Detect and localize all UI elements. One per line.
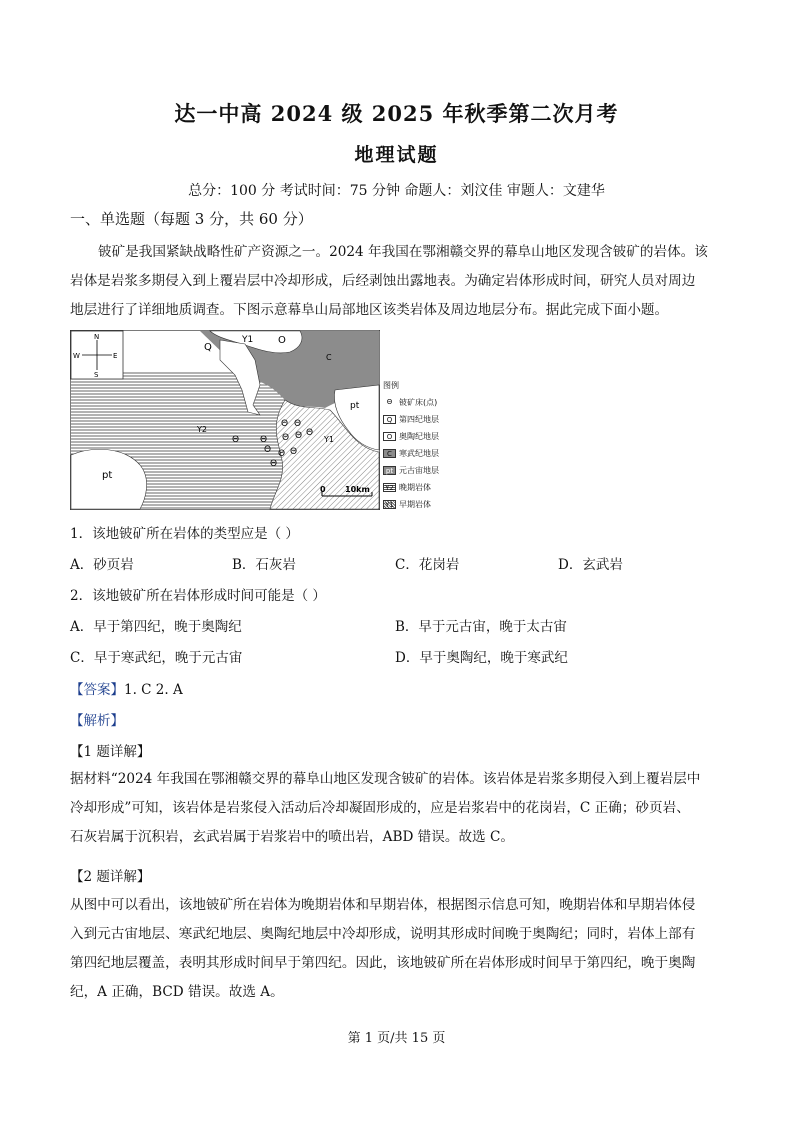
legend-label: 铍矿床(点) xyxy=(399,398,438,407)
q1-option-a[interactable]: A．砂页岩 xyxy=(70,557,134,573)
intro-line: 岩体是岩浆多期侵入到上覆岩层中冷却形成，后经剥蚀出露地表。为确定岩体形成时间，研究人员对周边 xyxy=(70,273,696,289)
exam-subtitle: 地理试题 xyxy=(354,144,439,166)
legend-label: 早期岩体 xyxy=(399,500,431,509)
mine-point: Θ xyxy=(281,419,289,429)
map-legend xyxy=(383,380,463,513)
label-pt-right: pt xyxy=(350,401,360,411)
legend-swatch: Y1 xyxy=(383,500,396,509)
legend-item xyxy=(383,445,463,462)
legend-label: 寒武纪地层 xyxy=(399,449,439,458)
legend-item xyxy=(383,411,463,428)
legend-label: 元古宙地层 xyxy=(399,466,439,475)
analysis-tag: 【解析】 xyxy=(70,713,124,729)
legend-label: 晚期岩体 xyxy=(399,483,431,492)
mine-point: Θ xyxy=(306,428,314,438)
exam-title: 达一中高 2024 级 2025 年秋季第二次月考 xyxy=(174,101,619,126)
detail-2-tag: 【2 题详解】 xyxy=(70,869,151,885)
legend-item xyxy=(383,496,463,513)
mine-point: Θ xyxy=(294,419,302,429)
mine-point: Θ xyxy=(278,449,286,459)
intro-line: 地层进行了详细地质调查。下图示意幕阜山局部地区该类岩体及周边地层分布。据此完成下面小题。 xyxy=(70,302,669,318)
detail-line: 据材料“2024 年我国在鄂湘赣交界的幕阜山地区发现含铍矿的岩体。该岩体是岩浆多期侵入到上覆岩层中 xyxy=(70,771,701,787)
answer-text: 1. C 2. A xyxy=(124,682,183,698)
legend-label: 奥陶纪地层 xyxy=(399,432,439,441)
answer-tag: 【答案】 xyxy=(70,682,124,698)
legend-swatch: C xyxy=(383,449,396,458)
legend-label: 第四纪地层 xyxy=(399,415,439,424)
compass-s: S xyxy=(94,371,99,379)
detail-1-body xyxy=(70,765,722,852)
mine-point: Θ xyxy=(290,447,298,457)
page-footer: 第 1 页/共 15 页 xyxy=(347,1031,446,1046)
mine-point: Θ xyxy=(264,445,272,455)
mine-point: Θ xyxy=(282,433,290,443)
legend-swatch: O xyxy=(383,432,396,441)
legend-item xyxy=(383,462,463,479)
label-y2: Y2 xyxy=(197,425,207,434)
section-heading: 一、单选题（每题 3 分，共 60 分） xyxy=(70,210,313,228)
label-pt-left: pt xyxy=(102,470,113,481)
q2-option-a[interactable]: A．早于第四纪，晚于奥陶纪 xyxy=(70,619,242,635)
legend-swatch: Q xyxy=(383,415,396,424)
legend-swatch: pt xyxy=(383,466,396,475)
detail-line: 第四纪地层覆盖，表明其形成时间早于第四纪。因此，该地铍矿所在岩体形成时间早于第四纪，晚于奥陶 xyxy=(70,955,696,971)
answer-line xyxy=(70,678,183,698)
compass-e: E xyxy=(113,352,118,360)
intro-paragraph xyxy=(70,238,722,325)
detail-line: 纪，A 正确，BCD 错误。故选 A。 xyxy=(70,984,284,1000)
mine-point: Θ xyxy=(295,431,303,441)
q2-option-c[interactable]: C．早于寒武纪，晚于元古宙 xyxy=(70,650,243,666)
compass-n: N xyxy=(94,333,100,341)
compass-w: W xyxy=(73,352,80,360)
detail-2-body xyxy=(70,891,722,1007)
intro-line: 铍矿是我国紧缺战略性矿产资源之一。2024 年我国在鄂湘赣交界的幕阜山地区发现含铍矿的岩体。该 xyxy=(98,244,708,260)
q1-option-c[interactable]: C．花岗岩 xyxy=(395,557,460,573)
legend-item xyxy=(383,428,463,445)
mine-point: Θ xyxy=(232,435,240,445)
detail-line: 冷却形成”可知，该岩体是岩浆侵入活动后冷却凝固形成的，应是岩浆岩中的花岗岩，C 正确；砂页岩、 xyxy=(70,800,690,816)
mine-point: Θ xyxy=(270,459,278,469)
label-o: O xyxy=(278,335,286,346)
q2-option-b[interactable]: B．早于元古宙，晚于太古宙 xyxy=(395,619,567,635)
q2-option-d[interactable]: D．早于奥陶纪，晚于寒武纪 xyxy=(395,650,568,666)
label-q: Q xyxy=(204,342,212,353)
exam-meta: 总分：100 分 考试时间：75 分钟 命题人：刘汶佳 审题人：文建华 xyxy=(188,183,605,199)
detail-line: 入到元古宙地层、寒武纪地层、奥陶纪地层中冷却形成，说明其形成时间晚于奥陶纪；同时，岩体上部有 xyxy=(70,926,696,942)
label-c: C xyxy=(326,353,332,362)
geologic-map xyxy=(70,330,380,510)
label-y1-top: Y1 xyxy=(242,335,254,345)
scale-ten: 10km xyxy=(345,485,370,494)
scale-zero: 0 xyxy=(320,485,326,494)
legend-item xyxy=(383,479,463,496)
legend-swatch: Y2 xyxy=(383,483,396,492)
detail-line: 从图中可以看出，该地铍矿所在岩体为晚期岩体和早期岩体，根据图示信息可知，晚期岩体和早期岩体侵 xyxy=(70,897,696,913)
detail-line: 石灰岩属于沉积岩，玄武岩属于岩浆岩中的喷出岩，ABD 错误。故选 C。 xyxy=(70,829,514,845)
label-y1-right: Y1 xyxy=(324,435,334,444)
legend-item xyxy=(383,394,463,411)
detail-1-tag: 【1 题详解】 xyxy=(70,744,151,760)
question-2-stem: 2．该地铍矿所在岩体形成时间可能是（ ） xyxy=(70,588,326,604)
mine-point: Θ xyxy=(260,435,268,445)
q1-option-d[interactable]: D．玄武岩 xyxy=(558,557,623,573)
legend-title: 图例 xyxy=(383,381,399,390)
q1-option-b[interactable]: B．石灰岩 xyxy=(232,557,296,573)
question-1-stem: 1．该地铍矿所在岩体的类型应是（ ） xyxy=(70,526,299,542)
legend-swatch: Θ xyxy=(386,398,393,406)
